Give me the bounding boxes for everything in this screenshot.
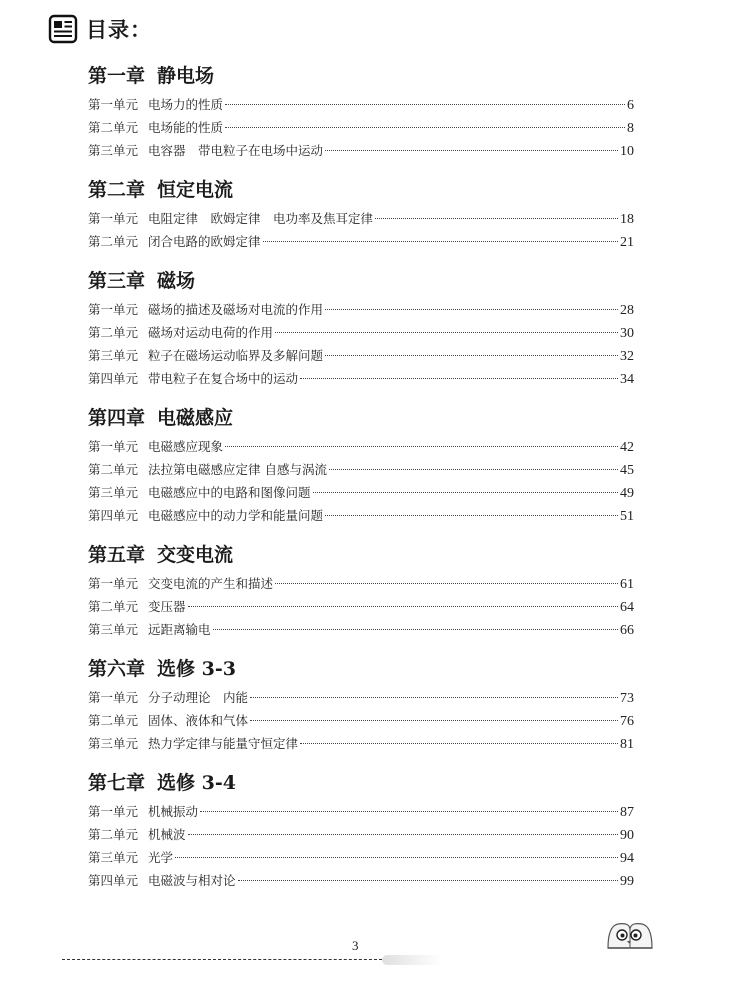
page-ref: 73 — [620, 691, 634, 706]
unit-title: 光学 — [148, 850, 174, 865]
unit-label: 第一单元 — [88, 804, 139, 819]
chapter-name: 选修 3-3 — [157, 658, 236, 680]
chapter-section — [88, 541, 634, 641]
dot-leader — [329, 469, 618, 470]
dot-leader — [325, 355, 618, 356]
page-ref: 90 — [620, 828, 634, 843]
chapter-section — [88, 62, 634, 162]
page-number: 3 — [352, 938, 359, 953]
unit-title: 电阻定律 欧姆定律 电功率及焦耳定律 — [148, 211, 374, 226]
unit-label: 第一单元 — [88, 439, 139, 454]
unit-label: 第二单元 — [88, 120, 139, 135]
unit-label: 第四单元 — [88, 508, 139, 523]
chapter-number: 第二章 — [88, 179, 146, 201]
unit-title: 电场能的性质 — [148, 120, 224, 135]
chapter-title[interactable] — [88, 769, 634, 797]
page-ref: 51 — [620, 509, 634, 524]
dot-leader — [275, 332, 618, 333]
toc-entry[interactable] — [88, 139, 634, 162]
dot-leader — [325, 309, 618, 310]
unit-title: 热力学定律与能量守恒定律 — [148, 736, 299, 751]
unit-label: 第一单元 — [88, 690, 139, 705]
unit-label: 第二单元 — [88, 234, 139, 249]
unit-label: 第四单元 — [88, 873, 139, 888]
page-ref: 8 — [627, 121, 634, 136]
dot-leader — [250, 697, 618, 698]
chapter-section — [88, 769, 634, 892]
toc-entry[interactable] — [88, 732, 634, 755]
chapter-title[interactable] — [88, 176, 634, 204]
unit-title: 远距离输电 — [148, 622, 211, 637]
unit-label: 第二单元 — [88, 325, 139, 340]
dot-leader — [238, 880, 618, 881]
unit-label: 第一单元 — [88, 576, 139, 591]
unit-title: 带电粒子在复合场中的运动 — [148, 371, 299, 386]
unit-title: 电容器 带电粒子在电场中运动 — [148, 143, 324, 158]
page-ref: 66 — [620, 623, 634, 638]
dot-leader — [313, 492, 618, 493]
dot-leader — [275, 583, 618, 584]
unit-title: 闭合电路的欧姆定律 — [148, 234, 261, 249]
page-ref: 94 — [620, 851, 634, 866]
dot-leader — [188, 834, 618, 835]
dot-leader — [300, 378, 618, 379]
chapter-name: 静电场 — [157, 65, 215, 87]
unit-label: 第一单元 — [88, 302, 139, 317]
dot-leader — [225, 446, 618, 447]
table-of-contents — [88, 62, 634, 906]
page-ref: 21 — [620, 235, 634, 250]
unit-label: 第二单元 — [88, 599, 139, 614]
unit-label: 第三单元 — [88, 622, 139, 637]
page-ref: 45 — [620, 463, 634, 478]
dot-leader — [325, 515, 618, 516]
toc-entry[interactable] — [88, 800, 634, 823]
chapter-number: 第一章 — [88, 65, 146, 87]
chapter-name: 电磁感应 — [157, 407, 234, 429]
unit-title: 磁场的描述及磁场对电流的作用 — [148, 302, 324, 317]
unit-title: 电磁感应中的动力学和能量问题 — [148, 508, 324, 523]
chapter-title[interactable] — [88, 62, 634, 90]
toc-header — [48, 12, 152, 46]
unit-title: 粒子在磁场运动临界及多解问题 — [148, 348, 324, 363]
newspaper-icon — [48, 14, 78, 44]
toc-entry[interactable] — [88, 686, 634, 709]
unit-label: 第四单元 — [88, 371, 139, 386]
page-ref: 32 — [620, 349, 634, 364]
chapter-title[interactable] — [88, 541, 634, 569]
toc-entry[interactable] — [88, 321, 634, 344]
chapter-number: 第七章 — [88, 772, 146, 794]
chapter-title[interactable] — [88, 655, 634, 683]
chapter-name: 选修 3-4 — [157, 772, 236, 794]
toc-entry[interactable] — [88, 344, 634, 367]
page-title: 目录： — [86, 18, 152, 42]
chapter-title[interactable] — [88, 267, 634, 295]
page-ref: 18 — [620, 212, 634, 227]
dot-leader — [213, 629, 618, 630]
toc-entry[interactable] — [88, 435, 634, 458]
toc-entry[interactable] — [88, 504, 634, 527]
toc-entry[interactable] — [88, 298, 634, 321]
toc-entry[interactable] — [88, 367, 634, 390]
unit-title: 磁场对运动电荷的作用 — [148, 325, 274, 340]
unit-title: 固体、液体和气体 — [148, 713, 249, 728]
unit-title: 变压器 — [148, 599, 186, 614]
unit-title: 机械振动 — [148, 804, 199, 819]
unit-title: 电磁感应中的电路和图像问题 — [148, 485, 311, 500]
unit-label: 第一单元 — [88, 97, 139, 112]
unit-label: 第三单元 — [88, 485, 139, 500]
toc-entry[interactable] — [88, 458, 634, 481]
chapter-number: 第三章 — [88, 270, 146, 292]
unit-title: 电磁波与相对论 — [148, 873, 236, 888]
chapter-name: 恒定电流 — [157, 179, 234, 201]
chapter-name: 磁场 — [157, 270, 196, 292]
page-ref: 6 — [627, 98, 634, 113]
unit-label: 第三单元 — [88, 348, 139, 363]
toc-entry[interactable] — [88, 230, 634, 253]
toc-entry[interactable] — [88, 572, 634, 595]
unit-title: 电磁感应现象 — [148, 439, 224, 454]
unit-label: 第一单元 — [88, 211, 139, 226]
page-ref: 28 — [620, 303, 634, 318]
page-ref: 34 — [620, 372, 634, 387]
dot-leader — [375, 218, 618, 219]
dot-leader — [263, 241, 618, 242]
unit-title: 电场力的性质 — [148, 97, 224, 112]
chapter-number: 第六章 — [88, 658, 146, 680]
dot-leader — [188, 606, 618, 607]
page-ref: 30 — [620, 326, 634, 341]
dot-leader — [200, 811, 618, 812]
chapter-title[interactable] — [88, 404, 634, 432]
page-ref: 49 — [620, 486, 634, 501]
dot-leader — [175, 857, 618, 858]
dot-leader — [250, 720, 618, 721]
owl-book-icon — [604, 918, 656, 952]
toc-entry[interactable] — [88, 618, 634, 641]
page-ref: 61 — [620, 577, 634, 592]
chapter-number: 第四章 — [88, 407, 146, 429]
page-ref: 64 — [620, 600, 634, 615]
chapter-number: 第五章 — [88, 544, 146, 566]
toc-entry[interactable] — [88, 116, 634, 139]
chapter-section — [88, 176, 634, 253]
unit-title: 机械波 — [148, 827, 186, 842]
unit-label: 第三单元 — [88, 736, 139, 751]
toc-entry[interactable] — [88, 481, 634, 504]
page-ref: 76 — [620, 714, 634, 729]
unit-label: 第三单元 — [88, 850, 139, 865]
unit-title: 法拉第电磁感应定律 自感与涡流 — [148, 462, 327, 477]
toc-entry[interactable] — [88, 869, 634, 892]
toc-entry[interactable] — [88, 595, 634, 618]
chapter-section — [88, 267, 634, 390]
unit-label: 第二单元 — [88, 462, 139, 477]
dot-leader — [225, 127, 625, 128]
toc-entry[interactable] — [88, 93, 634, 116]
page-ref: 81 — [620, 737, 634, 752]
toc-entry[interactable] — [88, 709, 634, 732]
page-ref: 87 — [620, 805, 634, 820]
dot-leader — [300, 743, 618, 744]
footer-divider-tail — [382, 955, 442, 965]
unit-label: 第二单元 — [88, 827, 139, 842]
toc-entry[interactable] — [88, 207, 634, 230]
page-ref: 10 — [620, 144, 634, 159]
dot-leader — [325, 150, 618, 151]
unit-label: 第三单元 — [88, 143, 139, 158]
chapter-name: 交变电流 — [157, 544, 234, 566]
chapter-section — [88, 655, 634, 755]
unit-label: 第二单元 — [88, 713, 139, 728]
page-ref: 42 — [620, 440, 634, 455]
toc-entry[interactable] — [88, 823, 634, 846]
dot-leader — [225, 104, 625, 105]
unit-title: 交变电流的产生和描述 — [148, 576, 274, 591]
footer-divider — [62, 959, 382, 960]
chapter-section — [88, 404, 634, 527]
unit-title: 分子动理论 内能 — [148, 690, 249, 705]
page-ref: 99 — [620, 874, 634, 889]
toc-entry[interactable] — [88, 846, 634, 869]
